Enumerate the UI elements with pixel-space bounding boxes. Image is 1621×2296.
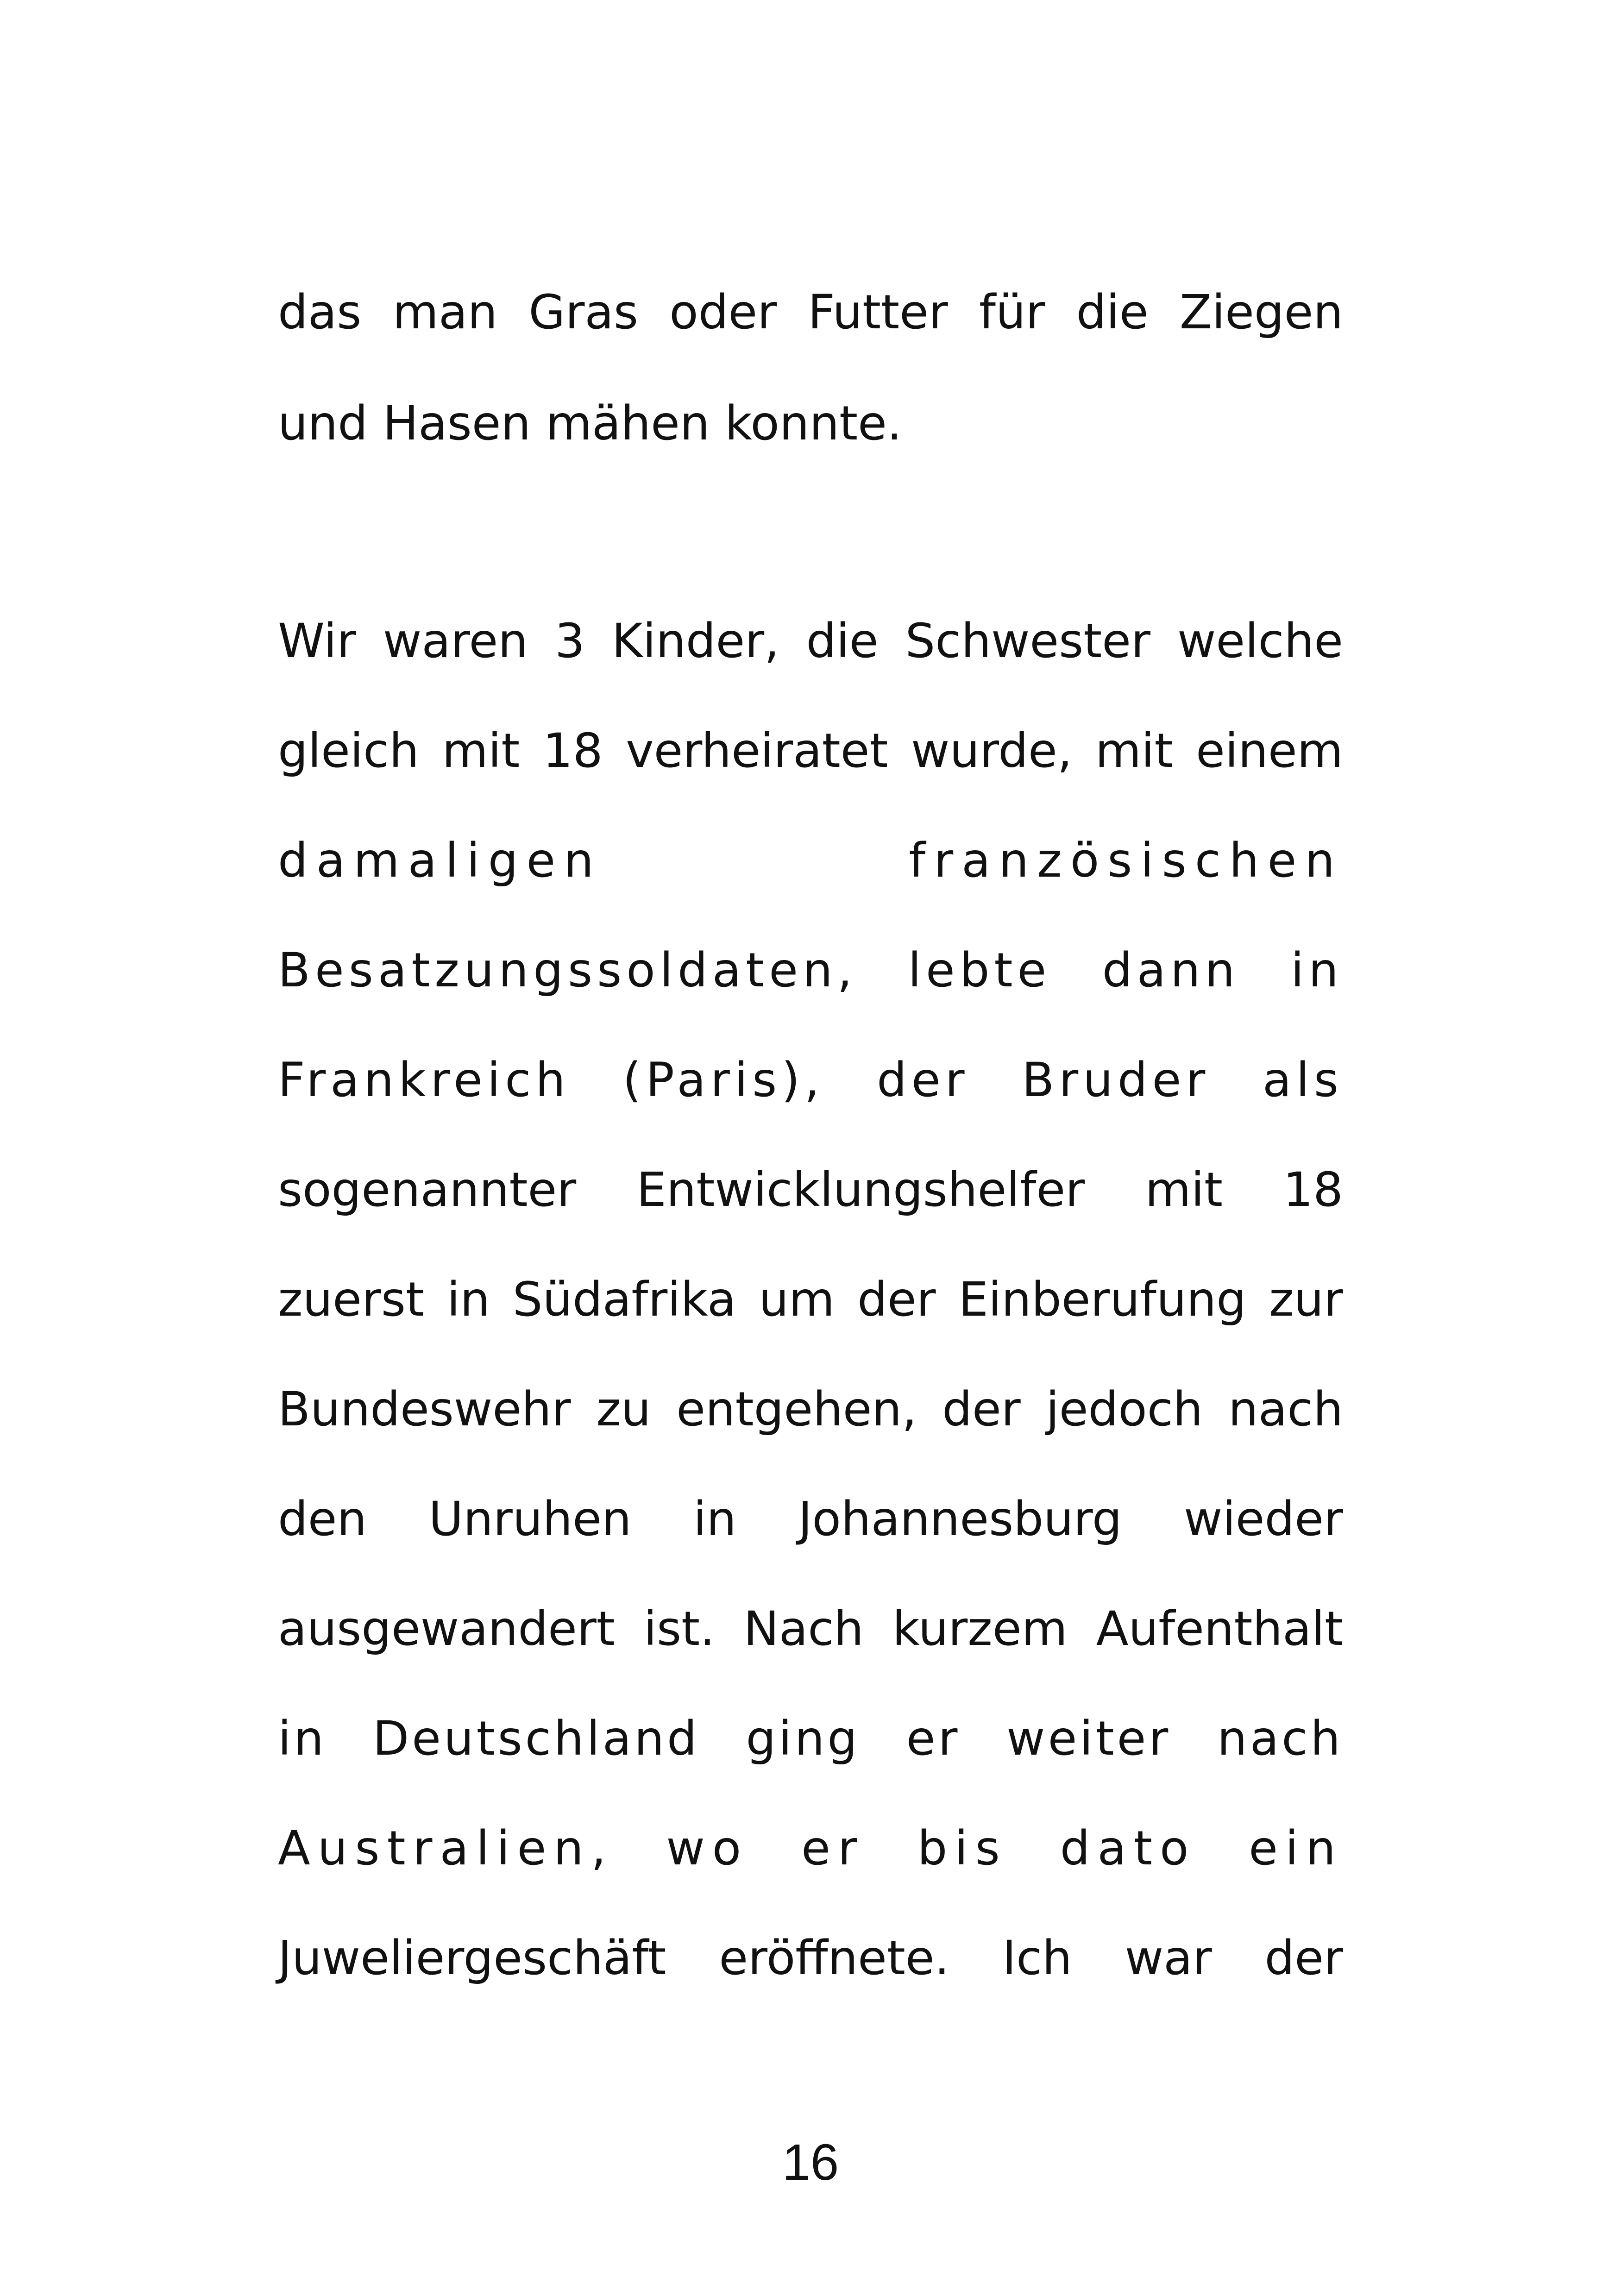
- text-line: Wir waren 3 Kinder, die Schwester welche: [278, 614, 1343, 669]
- text-line: Australien, wo er bis dato ein: [278, 1821, 1343, 1876]
- text-line: und Hasen mähen konnte.: [278, 396, 902, 451]
- text-line: damaligen französischen: [278, 833, 1343, 888]
- text-line: gleich mit 18 verheiratet wurde, mit einem: [278, 723, 1343, 778]
- text-line: das man Gras oder Futter für die Ziegen: [278, 285, 1343, 340]
- text-line: in Deutschland ging er weiter nach: [278, 1711, 1343, 1766]
- text-line: zuerst in Südafrika um der Einberufung zur: [278, 1272, 1343, 1327]
- text-line: Juweliergeschäft eröffnete. Ich war der: [278, 1931, 1343, 1986]
- page-number: 16: [782, 2134, 839, 2191]
- text-line: Bundeswehr zu entgehen, der jedoch nach: [278, 1382, 1343, 1437]
- text-line: Frankreich (Paris), der Bruder als: [278, 1053, 1343, 1108]
- text-line: sogenannter Entwicklungshelfer mit 18: [278, 1162, 1343, 1217]
- text-line: den Unruhen in Johannesburg wieder: [278, 1492, 1343, 1547]
- text-line: ausgewandert ist. Nach kurzem Aufenthalt: [278, 1601, 1343, 1656]
- text-line: Besatzungssoldaten, lebte dann in: [278, 943, 1343, 998]
